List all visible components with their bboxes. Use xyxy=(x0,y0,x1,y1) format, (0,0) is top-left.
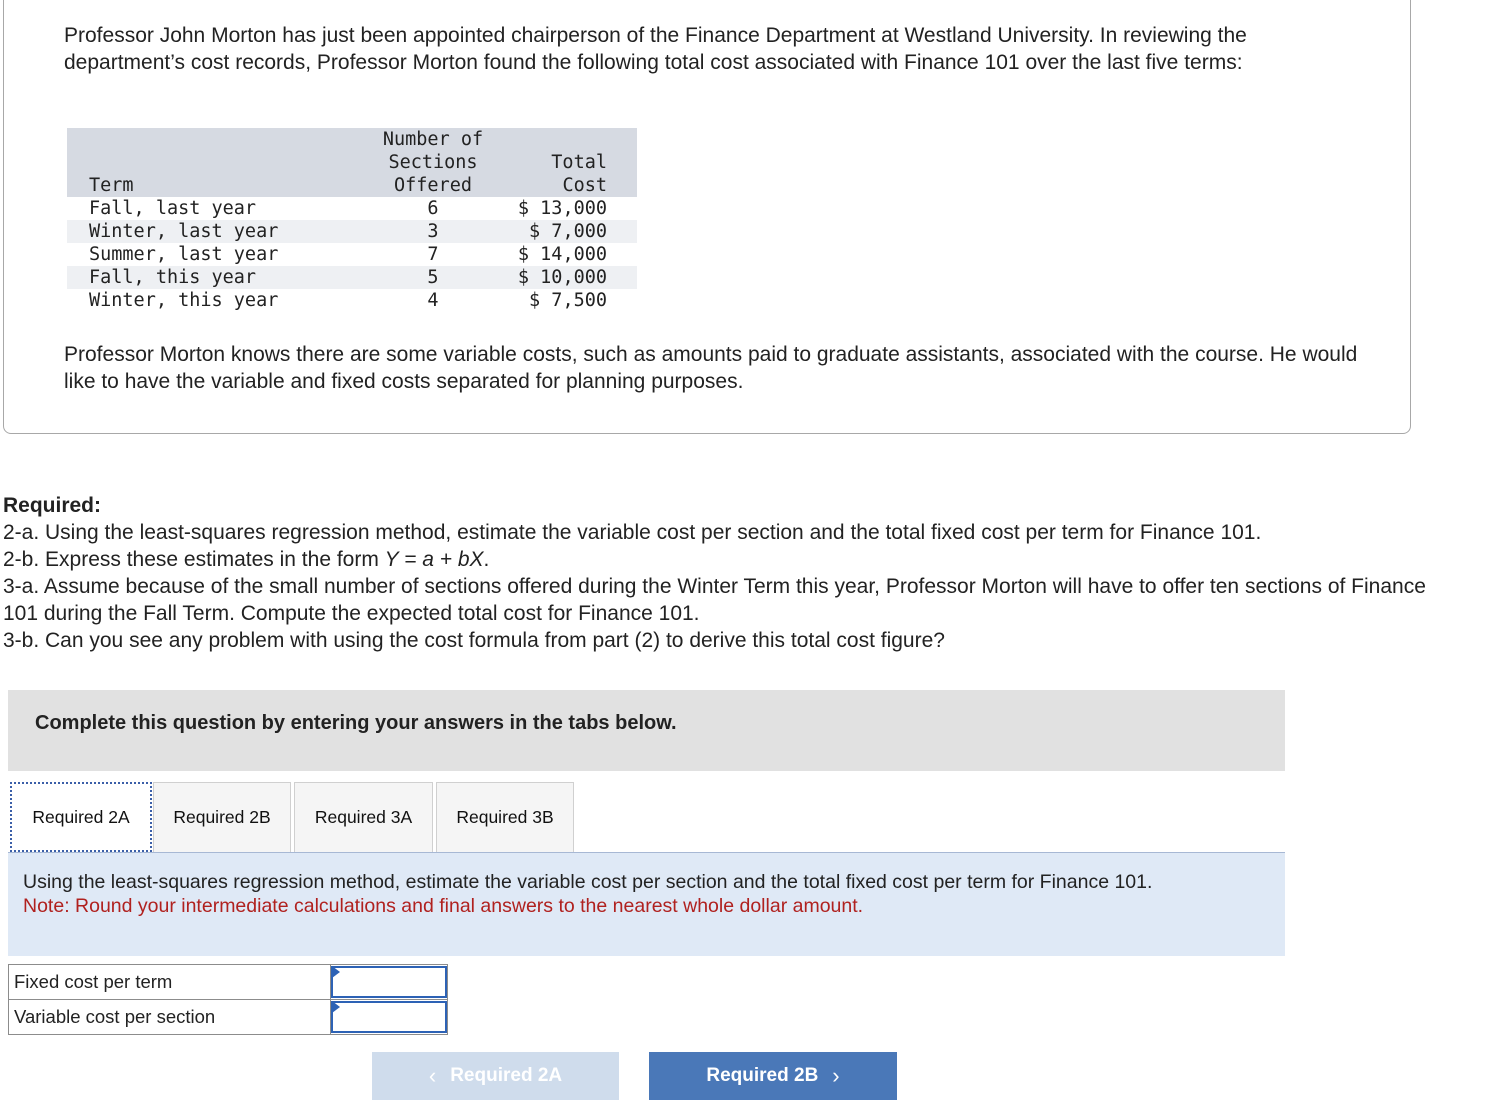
cost-cell: $ 13,000 xyxy=(517,198,607,219)
term-cell: Fall, last year xyxy=(89,198,257,219)
required-section xyxy=(3,492,1463,654)
cost-data-table xyxy=(67,128,637,312)
sections-cell: 6 xyxy=(427,198,439,219)
cost-cell: $ 14,000 xyxy=(517,244,607,265)
instruction-bar xyxy=(8,690,1285,771)
cost-formula: Y = a + bX xyxy=(384,548,484,571)
fixed-cost-cell xyxy=(331,965,448,1000)
header-total-cost: Total Cost xyxy=(507,128,637,197)
problem-intro: Professor John Morton has just been appointed chairperson of the Finance Department at Westland University. In reviewing the department’s cost records, Professor Morton found the following total cost associated with Finance 101 over the last five terms: xyxy=(64,24,1247,74)
required-3b-text: 3-b. Can you see any problem with using the cost formula from part (2) to derive this total cost figure? xyxy=(3,629,945,652)
required-2a-text: 2-a. Using the least-squares regression method, estimate the variable cost per section and the total fixed cost per term for Finance 101. xyxy=(3,521,1262,544)
tab-panel-required-2a xyxy=(8,852,1285,956)
required-2b-prefix: 2-b. Express these estimates in the form xyxy=(3,548,385,571)
answer-row-fixed-cost xyxy=(9,965,448,1000)
required-3a-text: 3-a. Assume because of the small number of sections offered during the Winter Term this year, Professor Morton will have to offer ten sections of Finance 101 during the Fall Term. Compute the expected total cost for Finance 101. xyxy=(3,575,1426,625)
cost-cell: $ 7,000 xyxy=(507,220,637,243)
term-cell: Fall, this year xyxy=(67,266,359,289)
fixed-cost-input[interactable] xyxy=(331,966,447,998)
header-sections-line-1: Number of xyxy=(382,129,484,150)
tab-required-3a[interactable]: Required 3A xyxy=(294,782,433,852)
variable-cost-cell xyxy=(331,1000,448,1035)
panel-note: Note: Round your intermediate calculations and final answers to the nearest whole dollar amount. xyxy=(23,895,864,917)
term-cell: Summer, last year xyxy=(89,244,279,265)
table-row xyxy=(67,220,637,243)
tab-required-2b[interactable]: Required 2B xyxy=(153,782,291,852)
term-cell: Winter, this year xyxy=(89,290,279,311)
panel-description xyxy=(23,870,1273,918)
instruction-text: Complete this question by entering your answers in the tabs below. xyxy=(35,712,677,734)
variable-cost-label: Variable cost per section xyxy=(9,1000,331,1035)
table-row xyxy=(67,266,637,289)
header-sections xyxy=(359,128,507,197)
previous-tab-button[interactable] xyxy=(372,1052,619,1100)
table-row xyxy=(67,289,637,312)
variable-cost-input[interactable] xyxy=(331,1001,447,1033)
answer-table xyxy=(8,964,448,1035)
term-cell: Winter, last year xyxy=(67,220,359,243)
sections-cell: 4 xyxy=(427,290,439,311)
problem-outro: Professor Morton knows there are some variable costs, such as amounts paid to graduate assistants, associated with the course. He would like to have the variable and fixed costs separated for planning purposes. xyxy=(64,343,1358,393)
header-term: Term xyxy=(67,128,359,197)
header-sections-line-2: Sections xyxy=(388,152,478,173)
tab-required-2a[interactable]: Required 2A xyxy=(10,782,152,852)
cost-cell: $ 7,500 xyxy=(529,290,607,311)
required-2b-suffix: . xyxy=(483,548,490,571)
header-sections-line-3: Offered xyxy=(394,175,472,196)
chevron-left-icon: ‹ xyxy=(428,1063,437,1088)
required-2b-text xyxy=(3,546,1463,573)
chevron-right-icon: › xyxy=(832,1063,840,1088)
next-tab-label: Required 2B xyxy=(706,1065,819,1086)
table-header-row xyxy=(67,128,637,197)
table-row xyxy=(67,243,637,266)
input-marker-icon xyxy=(332,1001,340,1013)
previous-tab-label: Required 2A xyxy=(450,1065,563,1086)
fixed-cost-label: Fixed cost per term xyxy=(9,965,331,1000)
next-tab-button[interactable] xyxy=(649,1052,897,1100)
sections-cell: 3 xyxy=(359,220,507,243)
panel-question: Using the least-squares regression method, estimate the variable cost per section and the total fixed cost per term for Finance 101. xyxy=(23,871,1153,893)
cost-cell: $ 10,000 xyxy=(507,266,637,289)
sections-cell: 5 xyxy=(359,266,507,289)
tab-required-3b[interactable]: Required 3B xyxy=(436,782,574,852)
sections-cell: 7 xyxy=(427,244,439,265)
answer-row-variable-cost xyxy=(9,1000,448,1035)
table-row xyxy=(67,197,637,220)
input-marker-icon xyxy=(332,966,340,978)
required-title: Required: xyxy=(3,494,102,517)
